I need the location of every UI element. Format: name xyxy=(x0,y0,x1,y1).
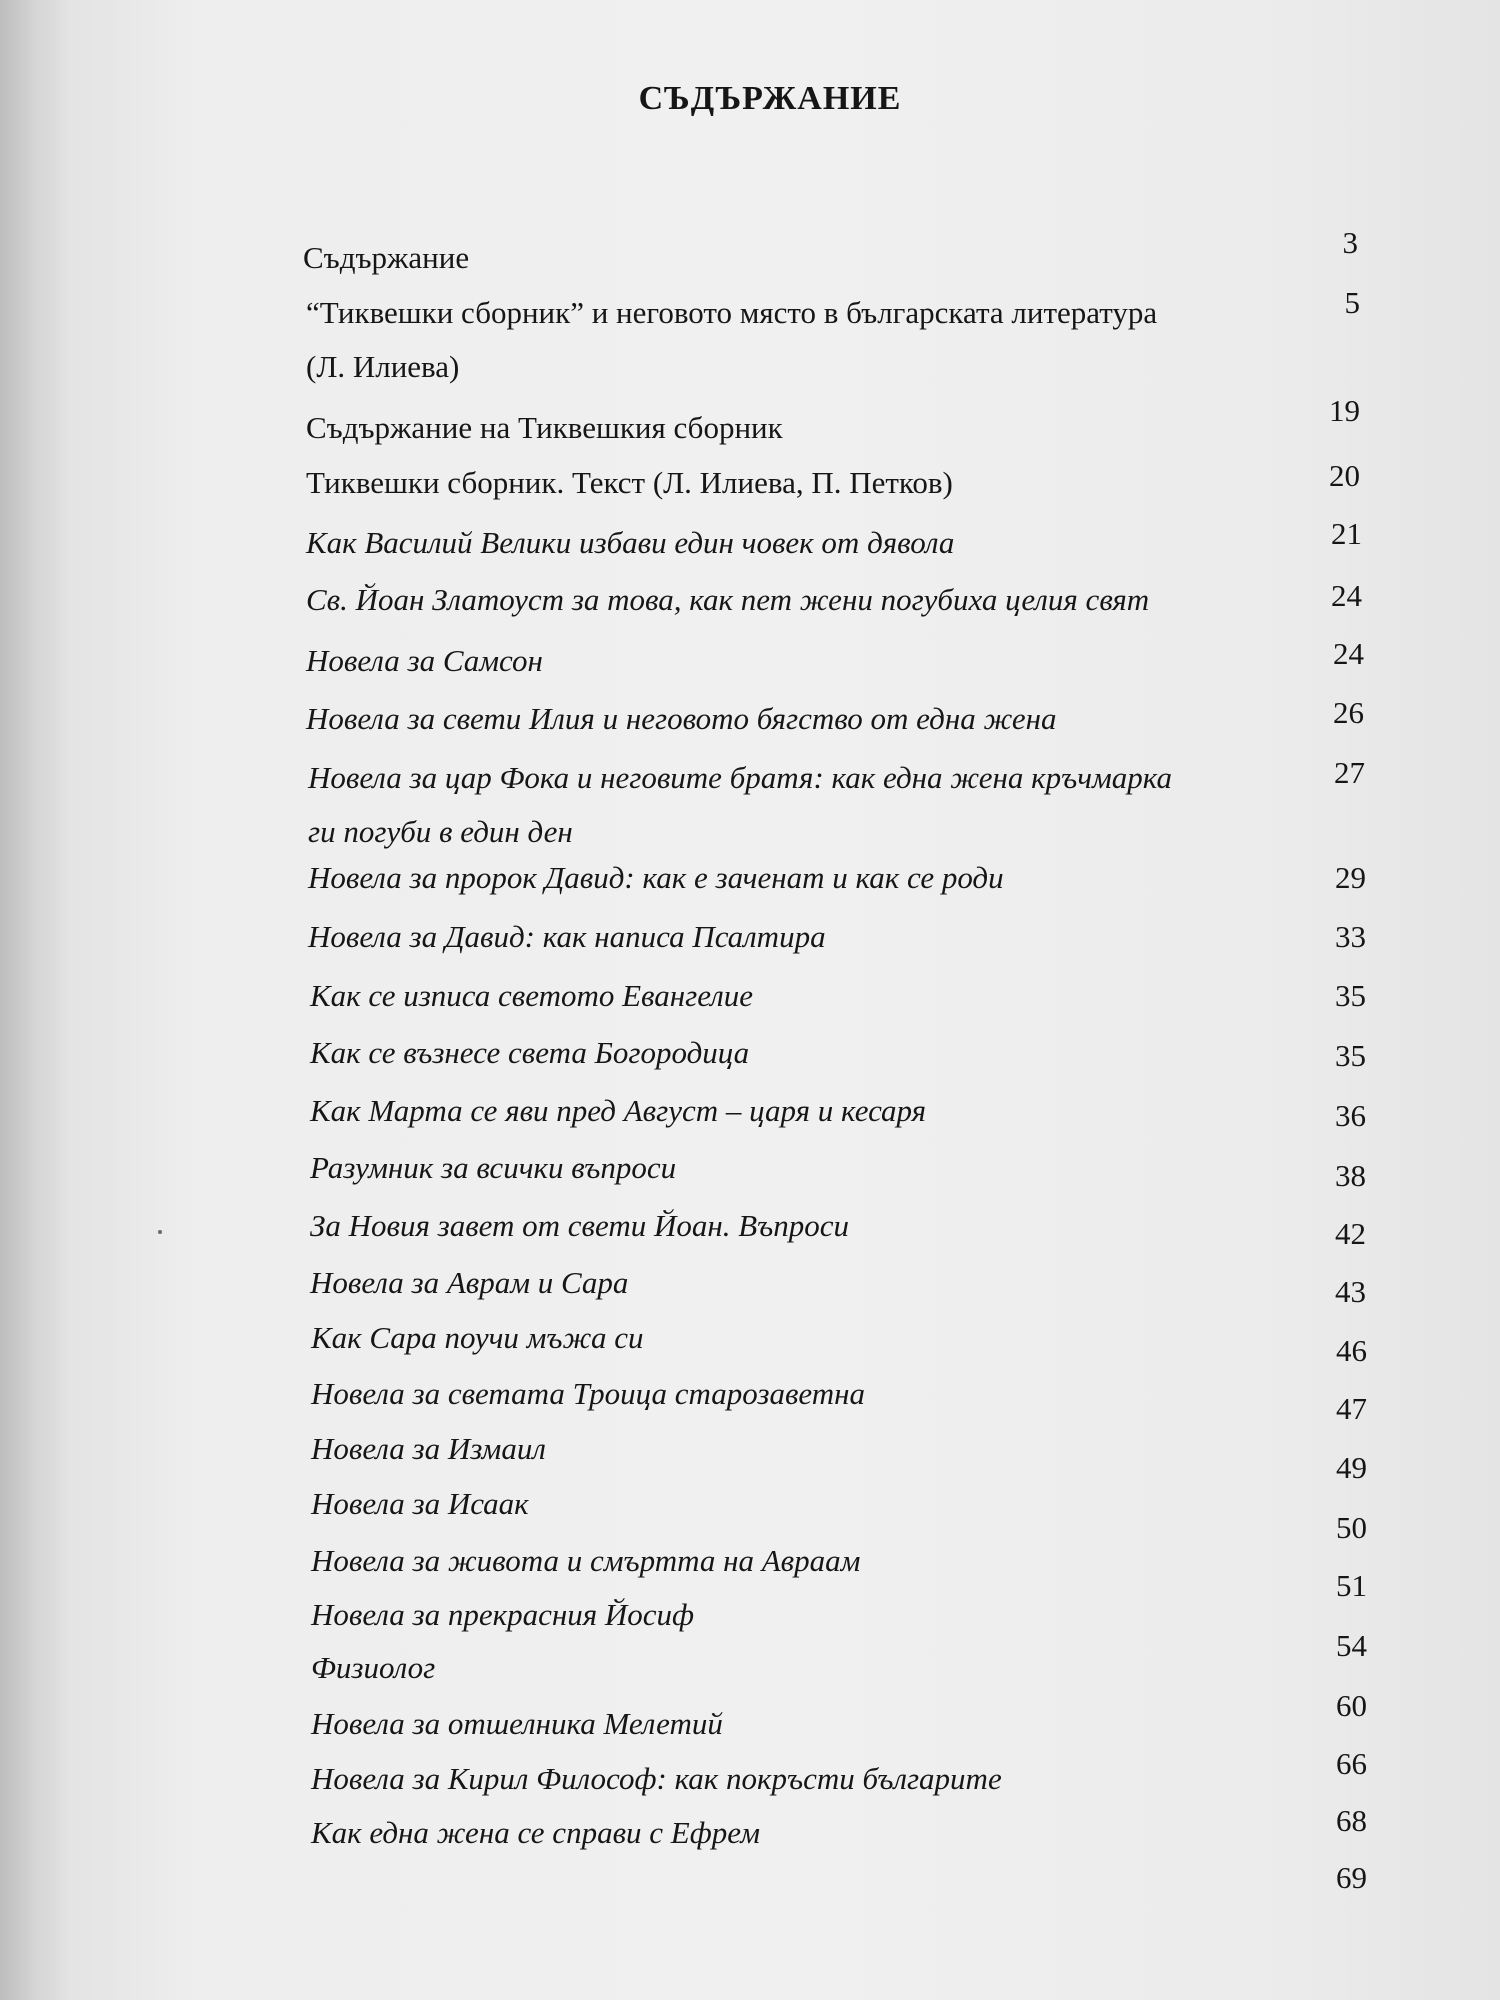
toc-page-number: 21 xyxy=(1331,516,1362,551)
toc-entry-title: Разумник за всички въпроси xyxy=(310,1150,677,1185)
toc-page-number: 69 xyxy=(1336,1860,1367,1895)
toc-entry-title: Как се изписа светото Евангелие xyxy=(310,978,754,1013)
toc-entry-title: Новела за Исаак xyxy=(311,1486,529,1521)
toc-page-number: 20 xyxy=(1329,458,1360,493)
toc-page-number: 43 xyxy=(1335,1274,1366,1309)
toc-page-number: 35 xyxy=(1335,978,1366,1013)
toc-page-number: 19 xyxy=(1329,393,1360,428)
toc-page-number: 54 xyxy=(1336,1628,1367,1663)
toc-page-number: 60 xyxy=(1336,1688,1367,1723)
page-title: СЪДЪРЖАНИЕ xyxy=(638,80,902,117)
toc-entry-title: Как Сара поучи мъжа си xyxy=(311,1320,644,1355)
toc-entry-title: Новела за Измаил xyxy=(311,1431,546,1466)
toc-page-number: 27 xyxy=(1334,755,1365,790)
toc-page-number: 51 xyxy=(1336,1568,1367,1603)
toc-entry-title: Тиквешки сборник. Текст (Л. Илиева, П. Петков) xyxy=(306,465,953,500)
toc-page-number: 26 xyxy=(1333,695,1364,730)
toc-entry-title: Новела за светата Троица старозаветна xyxy=(311,1376,866,1411)
toc-page-number: 46 xyxy=(1336,1333,1367,1368)
toc-page-number: 33 xyxy=(1335,919,1366,954)
toc-page-number: 66 xyxy=(1336,1746,1367,1781)
toc-entry-title: Физиолог xyxy=(311,1650,436,1685)
toc-page-number: 42 xyxy=(1335,1216,1366,1251)
toc-page-number: 5 xyxy=(1344,285,1360,320)
toc-page-number: 36 xyxy=(1335,1098,1366,1133)
toc-page-number: 35 xyxy=(1335,1038,1366,1073)
toc-entry-title: Как се възнесе света Богородица xyxy=(310,1035,750,1070)
toc-entry-title: Св. Йоан Златоуст за това, как пет жени погубиха целия свят xyxy=(306,582,1150,617)
toc-page-number: 38 xyxy=(1335,1158,1366,1193)
toc-page-number: 47 xyxy=(1336,1391,1367,1426)
toc-page-number: 68 xyxy=(1336,1803,1367,1838)
toc-page-number: 49 xyxy=(1336,1450,1367,1485)
toc-entry-title: Новела за Самсон xyxy=(306,643,543,678)
toc-entry-title: Как една жена се справи с Ефрем xyxy=(311,1815,761,1850)
toc-entry-title: Новела за цар Фока и неговите братя: как една жена кръчмарка xyxy=(308,760,1173,795)
toc-entry-title: Новела за Давид: как написа Псалтира xyxy=(308,919,826,954)
toc-entry-title: Съдържание xyxy=(303,240,470,275)
toc-entry-title: Как Василий Велики избави един човек от дявола xyxy=(306,525,955,560)
toc-page-number: 24 xyxy=(1333,636,1364,671)
toc-entry-title: “Тиквешки сборник” и неговото място в българската литература xyxy=(306,295,1158,330)
toc-entry-title: Новела за Аврам и Сара xyxy=(310,1265,629,1300)
toc-entry-title: Новела за Кирил Философ: как покръсти българите xyxy=(311,1761,1002,1796)
toc-entry-title: Как Марта се яви пред Август – царя и кесаря xyxy=(310,1093,927,1128)
toc-entry-title: Новела за отшелника Мелетий xyxy=(311,1706,723,1741)
ink-speck xyxy=(158,1230,162,1234)
toc-entry-title-continuation: (Л. Илиева) xyxy=(306,349,460,384)
toc-entry-title: За Новия завет от свети Йоан. Въпроси xyxy=(310,1208,850,1243)
toc-page-number: 3 xyxy=(1342,225,1358,260)
toc-page-number: 50 xyxy=(1336,1510,1367,1545)
toc-page-number: 29 xyxy=(1335,860,1366,895)
toc-entry-title: Новела за свети Илия и неговото бягство от една жена xyxy=(306,701,1057,736)
toc-entry-title: Новела за пророк Давид: как е заченат и как се роди xyxy=(308,860,1004,895)
toc-entry-title: Новела за прекрасния Йосиф xyxy=(311,1597,695,1632)
toc-page-number: 24 xyxy=(1331,578,1362,613)
toc-entry-title: Съдържание на Тиквешкия сборник xyxy=(306,410,783,445)
toc-entry-title-continuation: ги погуби в един ден xyxy=(308,814,573,849)
toc-entry-title: Новела за живота и смъртта на Авраам xyxy=(311,1543,861,1578)
book-spine-shadow xyxy=(0,0,70,2000)
